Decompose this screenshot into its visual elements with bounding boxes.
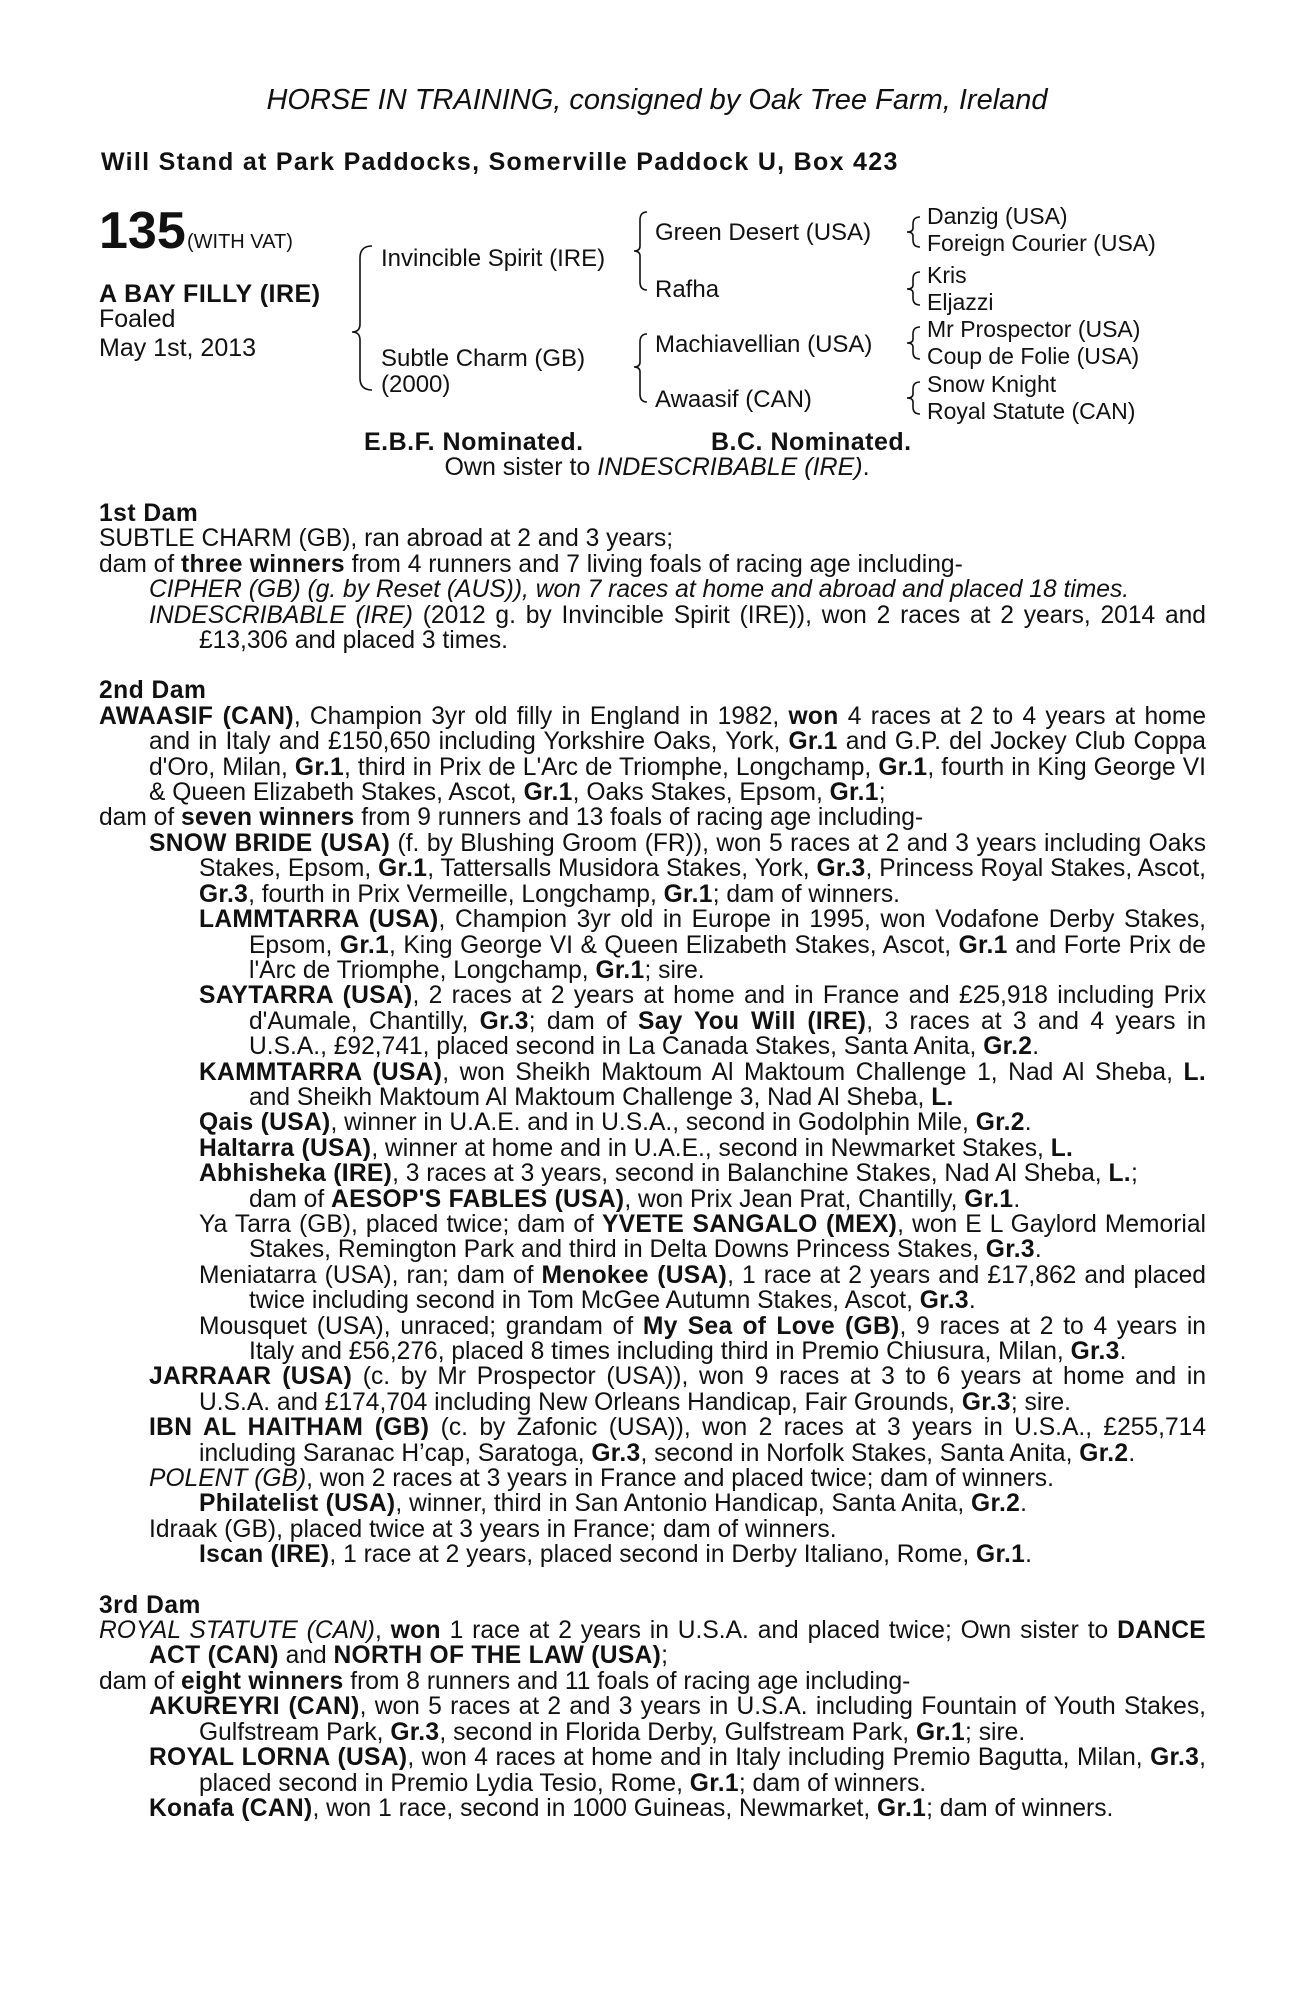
pedigree-sire-sire: Green Desert (USA)	[655, 219, 872, 246]
own-sister-suffix: .	[862, 453, 870, 481]
bracket-main	[352, 246, 372, 390]
pedigree-dam: Subtle Charm (GB)	[381, 345, 586, 372]
pedigree-dam-sire: Machiavellian (USA)	[655, 331, 873, 358]
ebf-nominated: E.B.F. Nominated.	[364, 428, 584, 456]
produce-ya-tarra: Ya Tarra (GB), placed twice; dam of YVETE SANGALO (MEX), won E L Gaylord Memorial Stakes, Remington Park and third in Delta Downs Princess Stakes, Gr.3.	[199, 1210, 1206, 1264]
produce-iscan: Iscan (IRE), 1 race at 2 years, placed second in Derby Italiano, Rome, Gr.1.	[199, 1541, 1032, 1569]
produce-kammtarra: KAMMTARRA (USA), won Sheikh Maktoum Al Maktoum Challenge 1, Nad Al Sheba, L. and Sheikh Maktoum Al Maktoum Challenge 3, Nad Al Sheba, L.	[199, 1058, 1207, 1111]
horse-name: A BAY FILLY (IRE)	[99, 280, 321, 308]
abhisheka-produce: dam of AESOP'S FABLES (USA), won Prix Jean Prat, Chantilly, Gr.1.	[249, 1185, 1021, 1213]
pedigree-g8: Royal Statute (CAN)	[927, 398, 1136, 424]
produce-idraak: Idraak (GB), placed twice at 3 years in France; dam of winners.	[149, 1515, 837, 1543]
produce-haltarra: Haltarra (USA), winner at home and in U.A.E., second in Newmarket Stakes, L.	[199, 1134, 1074, 1162]
bracket-dam	[634, 334, 647, 402]
own-sister-name: INDESCRIBABLE (IRE)	[597, 453, 863, 481]
lot-number: 135	[99, 202, 186, 260]
pedigree-g7: Snow Knight	[927, 371, 1057, 397]
produce-saytarra: SAYTARRA (USA), 2 races at 2 years at home and in France and £25,918 including Prix d'Aumale, Chantilly, Gr.3; dam of Say You Will (IRE), 3 races at 3 and 4 years in U.S.A., £92,741, placed second in La Canada Stakes, Santa Anita, Gr.2.	[199, 982, 1206, 1061]
produce-snow-bride: SNOW BRIDE (USA) (f. by Blushing Groom (FR)), won 5 races at 2 and 3 years including Oaks Stakes, Epsom, Gr.1, Tattersalls Musidora Stakes, York, Gr.3, Princess Royal Stakes, Ascot, Gr.3, fourth in Prix Vermeille, Longchamp, Gr.1; dam of winners.	[149, 829, 1206, 908]
produce-polent: POLENT (GB), won 2 races at 3 years in France and placed twice; dam of winners.	[149, 1465, 1054, 1493]
produce-royal-lorna: ROYAL LORNA (USA), won 4 races at home and in Italy including Premio Bagutta, Milan, Gr.3, placed second in Premio Lydia Tesio, Rome, Gr.1; dam of winners.	[149, 1744, 1207, 1797]
pedigree-g6: Coup de Folie (USA)	[927, 343, 1140, 369]
bracket-ds	[907, 327, 920, 359]
third-dam-heading: 3rd Dam	[99, 1591, 201, 1619]
pedigree-g3: Kris	[927, 262, 967, 288]
stand-location: Will Stand at Park Paddocks, Somerville Paddock U, Box 423	[101, 148, 899, 176]
bracket-sire	[634, 212, 647, 290]
produce-konafa: Konafa (CAN), won 1 race, second in 1000 Guineas, Newmarket, Gr.1; dam of winners.	[149, 1794, 1114, 1822]
produce-abhisheka: Abhisheka (IRE), 3 races at 3 years, second in Balanchine Stakes, Nad Al Sheba, L.;	[199, 1160, 1138, 1188]
second-dam-heading: 2nd Dam	[99, 677, 207, 705]
bracket-dd	[907, 382, 920, 414]
third-dam-produce: dam of eight winners from 8 runners and 11 foals of racing age including-	[99, 1667, 911, 1695]
produce-indescribable: INDESCRIBABLE (IRE) (2012 g. by Invincible Spirit (IRE)), won 2 races at 2 years, 2014 and £13,306 and placed 3 times.	[149, 601, 1206, 655]
awaasif-entry: AWAASIF (CAN), Champion 3yr old filly in England in 1982, won 4 races at 2 to 4 years at home and in Italy and £150,650 including Yorkshire Oaks, York, Gr.1 and G.P. del Jockey Club Coppa d'Oro, Milan, Gr.1, third in Prix de L'Arc de Triomphe, Longchamp, Gr.1, fourth in King George VI & Queen Elizabeth Stakes, Ascot, Gr.1, Oaks Stakes, Epsom, Gr.1;	[99, 702, 1206, 807]
bc-nominated: B.C. Nominated.	[711, 428, 912, 456]
second-dam-produce: dam of seven winners from 9 runners and 13 foals of racing age including-	[99, 804, 924, 832]
pedigree-dam-year: (2000)	[381, 371, 451, 398]
first-dam-line: SUBTLE CHARM (GB), ran abroad at 2 and 3 years;	[99, 525, 674, 553]
catalogue-body	[99, 501, 1206, 1821]
pedigree-g1: Danzig (USA)	[927, 203, 1068, 229]
first-dam-produce: dam of three winners from 4 runners and 7 living foals of racing age including-	[99, 550, 963, 578]
own-sister-line	[0, 453, 1314, 482]
vat-label: (WITH VAT)	[187, 231, 293, 253]
produce-ibn-al-haitham: IBN AL HAITHAM (GB) (c. by Zafonic (USA)), won 2 races at 3 years in U.S.A., £255,714 including Saranac H’cap, Saratoga, Gr.3, second in Norfolk Stakes, Santa Anita, Gr.2.	[149, 1414, 1206, 1467]
pedigree-sire: Invincible Spirit (IRE)	[381, 245, 606, 272]
bracket-sd	[907, 272, 920, 305]
foaled-date: May 1st, 2013	[99, 334, 257, 362]
consignment-title: HORSE IN TRAINING, consigned by Oak Tree Farm, Ireland	[266, 84, 1048, 116]
produce-philatelist: Philatelist (USA), winner, third in San Antonio Handicap, Santa Anita, Gr.2.	[199, 1490, 1027, 1518]
foaled-label: Foaled	[99, 305, 176, 333]
pedigree-g4: Eljazzi	[927, 289, 994, 315]
produce-lammtarra: LAMMTARRA (USA), Champion 3yr old in Europe in 1995, won Vodafone Derby Stakes, Epsom, Gr.1, King George VI & Queen Elizabeth Stakes, Ascot, Gr.1 and Forte Prix de l'Arc de Triomphe, Longchamp, Gr.1; sire.	[199, 906, 1206, 984]
pedigree-sire-dam: Rafha	[655, 276, 720, 303]
pedigree-g5: Mr Prospector (USA)	[927, 316, 1141, 342]
produce-qais: Qais (USA), winner in U.A.E. and in U.S.A., second in Godolphin Mile, Gr.2.	[199, 1109, 1032, 1137]
produce-cipher: CIPHER (GB) (g. by Reset (AUS)), won 7 races at home and abroad and placed 18 times.	[149, 576, 1130, 604]
produce-jarraar: JARRAAR (USA) (c. by Mr Prospector (USA)), won 9 races at 3 to 6 years at home and in U.S.A. and £174,704 including New Orleans Handicap, Fair Grounds, Gr.3; sire.	[149, 1363, 1207, 1416]
produce-meniatarra: Meniatarra (USA), ran; dam of Menokee (USA), 1 race at 2 years and £17,862 and placed twice including second in Tom McGee Autumn Stakes, Ascot, Gr.3.	[199, 1261, 1206, 1315]
bracket-ss	[907, 217, 920, 247]
own-sister-prefix: Own sister to	[444, 453, 598, 481]
royal-statute-entry: ROYAL STATUTE (CAN), won 1 race at 2 years in U.S.A. and placed twice; Own sister to DANCE ACT (CAN) and NORTH OF THE LAW (USA);	[99, 1617, 1207, 1670]
produce-mousquet: Mousquet (USA), unraced; grandam of My Sea of Love (GB), 9 races at 2 to 4 years in Italy and £56,276, placed 8 times including third in Premio Chiusura, Milan, Gr.3.	[199, 1312, 1206, 1365]
pedigree-dam-dam: Awaasif (CAN)	[655, 386, 812, 413]
pedigree-g2: Foreign Courier (USA)	[927, 230, 1156, 256]
produce-akureyri: AKUREYRI (CAN), won 5 races at 2 and 3 years in U.S.A. including Fountain of Youth Stakes, Gulfstream Park, Gr.3, second in Florida Derby, Gulfstream Park, Gr.1; sire.	[149, 1693, 1206, 1746]
first-dam-heading: 1st Dam	[99, 500, 199, 527]
